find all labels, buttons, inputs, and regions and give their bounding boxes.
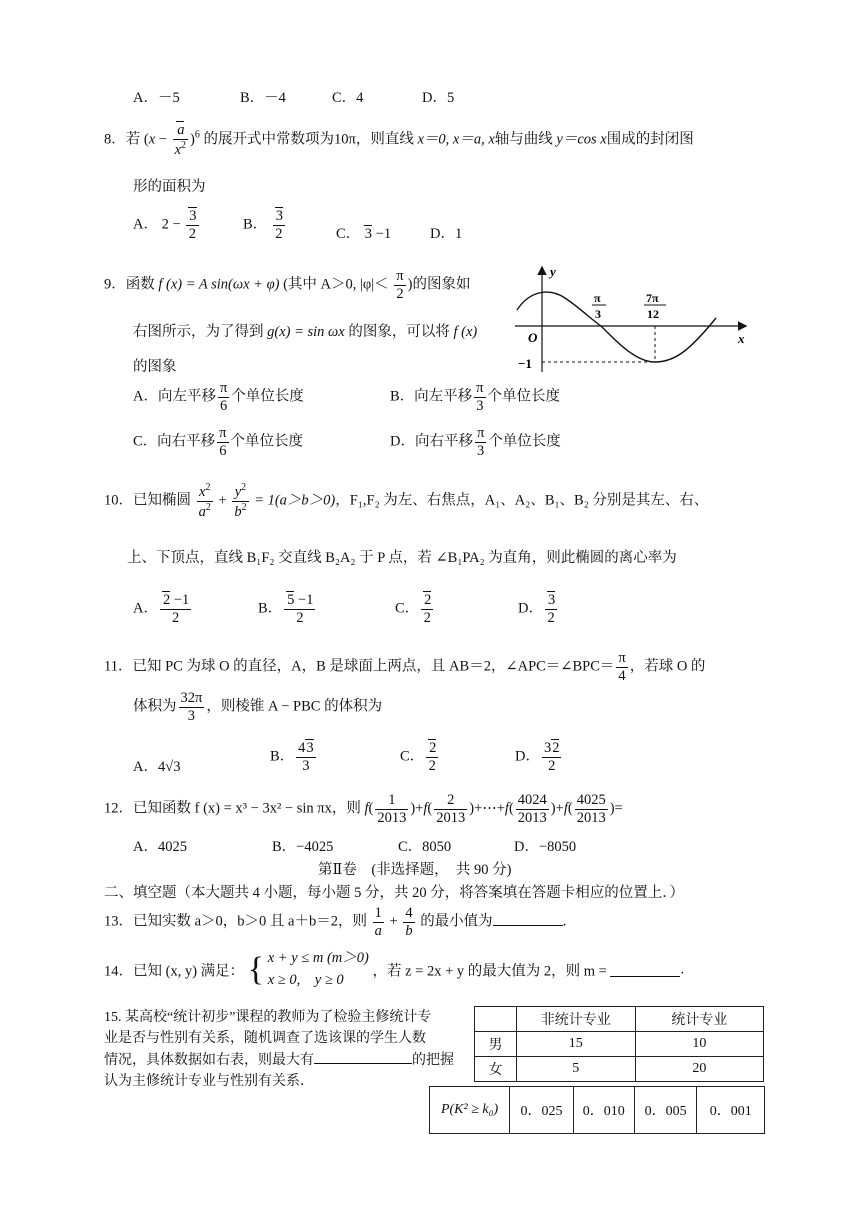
table-row [475, 1057, 764, 1082]
q10-option-d: D． $\frac{3}{2}$ [518, 592, 556, 626]
q8-question: 8．若 (x − $\frac{a}{x^2}$ )$^6$ 的展开式中常数项为10π，则直线 x＝0, x＝a, x轴与曲线 y＝cos x围成的封闭图 [104, 122, 694, 158]
q12-question: 12．已知函数 f (x) = x³ − 3x² − sin πx，则 f( $\frac{1}{2013}$ )+f( $\frac{2}{2013}$ )+⋯+f( $\frac{4024}{2013}$ )+f( $\frac{4025}{2013}$ )= [104, 792, 623, 826]
table-cell: 15 [516, 1032, 635, 1057]
q10-question: 10．已知椭圆 $\frac{x^2}{a^2}$ + $\frac{y^2}{b^2}$ = 1(a＞b＞0)，F₁,F₂ 为左、右焦点，A₁、A₂、B₁、B₂ 分别是其左、右、 [104, 482, 709, 520]
table-header-row [475, 1007, 764, 1032]
q11-option-c: C． $\frac{2}{2}$ [400, 740, 437, 774]
table-row [475, 1032, 764, 1057]
q9-option-b: B．向左平移 $\frac{\pi}{3}$ 个单位长度 [390, 380, 560, 414]
table-cell: 0．010 [573, 1087, 634, 1134]
q11-option-d: D． $\frac{32}{2}$ [515, 740, 560, 774]
table-cell: P(K² ≥ k₀) [430, 1087, 510, 1134]
table-cell: 20 [635, 1057, 763, 1082]
q7-option-d: D．5 [422, 90, 455, 106]
table-cell: 女 [475, 1057, 517, 1082]
q12-option-d: D．−8050 [514, 839, 577, 855]
q13-question: 13．已知实数 a＞0，b＞0 且 a＋b＝2，则 $\frac{1}{a}$ + $\frac{4}{b}$ 的最小值为 . [104, 905, 567, 939]
q9-sine-graph [510, 260, 760, 380]
q8-option-c: C． 3 −1 [336, 226, 392, 242]
table-cell: 统计专业 [635, 1007, 763, 1032]
q8-question-line2: 形的面积为 [133, 179, 206, 195]
q10-option-c: C． $\frac{2}{2}$ [395, 592, 432, 626]
q14-question: 14．已知 (x, y) 满足： { x + y ≤ m (m＞0) x ≥ 0, y ≥ 0 ，若 z = 2x + y 的最大值为 2，则 m = . [104, 950, 685, 988]
q9-option-d: D．向右平移 $\frac{\pi}{3}$ 个单位长度 [390, 425, 561, 459]
sine-curve [517, 292, 716, 362]
q15-answer-blank[interactable] [314, 1049, 412, 1064]
q8-option-d: D．1 [430, 226, 463, 242]
q15-question: 15. 某高校“统计初步”课程的教师为了检验主修统计专 业是否与性别有关系，随机调查了选该课的学生人数 情况，具体数据如右表，则最大有 的把握 认为主修统计专业与性别有关系． [104, 1010, 454, 1089]
q11-question-line2: 体积为 $\frac{32\pi}{3}$ ，则棱锥 A − PBC 的体积为 [133, 690, 383, 724]
table-row [430, 1087, 765, 1134]
q9-option-c: C．向右平移 $\frac{\pi}{6}$ 个单位长度 [133, 425, 303, 459]
table-cell: 0．001 [697, 1087, 765, 1134]
q12-option-b: B．−4025 [272, 839, 334, 855]
tick-pi-3-den: 3 [595, 307, 601, 321]
q7-option-a: A．－5 [133, 90, 180, 106]
q11-option-b: B． $\frac{43}{3}$ [270, 740, 314, 774]
q15-contingency-table [474, 1006, 764, 1082]
table-cell: 非统计专业 [516, 1007, 635, 1032]
tick-7pi-12-den: 12 [647, 307, 659, 321]
q11-question: 11．已知 PC 为球 O 的直径，A，B 是球面上两点，且 AB＝2，∠APC＝∠BPC＝ $\frac{\pi}{4}$ ，若球 O 的 [104, 650, 706, 684]
q9-question-line3: 的图象 [133, 359, 177, 375]
origin-label: O [528, 330, 538, 345]
y-axis-label: y [550, 264, 556, 279]
q12-option-a: A．4025 [133, 839, 187, 855]
q8-option-a: A． 2 − $\frac{3}{2}$ [133, 208, 197, 242]
q7-option-b: B．－4 [240, 90, 286, 106]
part2-heading: 二、填空题（本大题共 4 小题，每小题 5 分，共 20 分，将答案填在答题卡相应的位置上．） [104, 885, 684, 901]
x-axis-label: x [738, 331, 745, 346]
q10-question-line2: 上、下顶点，直线 B₁F₂ 交直线 B₂A₂ 于 P 点，若 ∠B₁PA₂ 为直角，则此椭圆的离心率为 [127, 550, 677, 566]
q7-option-c: C．4 [332, 90, 364, 106]
tick-pi-3-num: π [594, 291, 601, 305]
q9-question: 9．函数 f (x) = A sin(ωx + φ) (其中 A＞0, |φ|＜ $\frac{\pi}{2}$ )的图象如 [104, 268, 471, 302]
table-cell: 10 [635, 1032, 763, 1057]
tick-7pi-12-num: 7π [646, 291, 659, 305]
table-cell: 0．025 [510, 1087, 574, 1134]
table-cell: 男 [475, 1032, 517, 1057]
section2-title: 第Ⅱ卷 (非选择题， 共 90 分) [318, 862, 512, 878]
q12-option-c: C．8050 [398, 839, 452, 855]
min-label: −1 [518, 356, 532, 371]
q13-answer-blank[interactable] [493, 911, 563, 926]
q11-option-a: A．4√3 [133, 759, 181, 775]
q10-option-b: B． $\frac{5 -1}{2}$ [258, 592, 314, 626]
q9-option-a: A．向左平移 $\frac{\pi}{6}$ 个单位长度 [133, 380, 304, 414]
q8-option-b: B． $\frac{3}{2}$ [243, 208, 284, 242]
table-cell: 5 [516, 1057, 635, 1082]
q9-question-line2: 右图所示，为了得到 g(x) = sin ωx 的图象，可以将 f (x) [133, 324, 478, 340]
q10-option-a: A． $\frac{2 -1}{2}$ [133, 592, 190, 626]
q15-probability-table [429, 1086, 765, 1134]
q14-answer-blank[interactable] [610, 962, 680, 977]
table-cell: 0．005 [634, 1087, 697, 1134]
table-cell [475, 1007, 517, 1032]
